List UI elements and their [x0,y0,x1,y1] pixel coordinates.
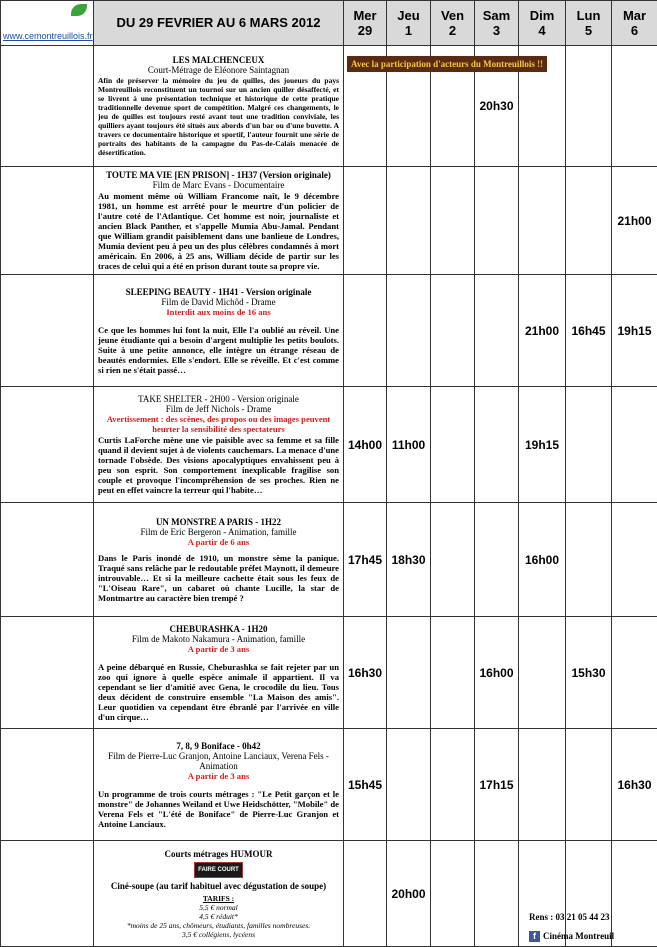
tarif-line: 5,5 € normal [199,902,238,912]
tarif-line: 3,5 € collégiens, lycéens [181,929,256,939]
showtime [612,841,657,947]
day-name: Ven [440,8,465,23]
showtime [344,841,387,947]
film-row [1,503,657,617]
day-col-3 [475,1,519,46]
contact-phone: Rens : 03 21 05 44 23 [529,912,610,922]
showtime: 15h30 [566,617,612,729]
film-synopsis: Au moment même où William Francome naît, le 9 décembre 1981, un homme est arrêté pour le meurtre d'un policier de l'autre coté de l'Atlantique. Cet homme est noir, journaliste et ancien Black Panther, et s'appelle Mumia Abu-Jamal. Pendant que William grandit paisiblement dans une banlieue de Londres, Mumia devient peu à peu un des plus célèbres condamnés à mort américain. En 2006, à 25 ans, William décide de partir sur les traces de celui qui a été en prison durant toute sa propre vie. [98,191,339,271]
film-synopsis: A peine débarqué en Russie, Cheburashka se fait rejeter par un zoo qui ignore à quelle espèce animale il appartient. Il va cependant se lier d'amitié avec Gena, le crocodile du lieu. Tous deux décident de construire ensemble "La Maison des amis". Leur quotidien va cependant être ébranlé par l'arrivée en ville d'un cirque… [98,661,339,722]
film-desc-cell [94,729,344,841]
poster-cell [1,841,94,947]
day-num: 3 [492,23,501,38]
showtime [475,167,519,275]
showtime: 17h15 [475,729,519,841]
showtime [566,503,612,617]
day-col-4 [519,1,566,46]
age-warning: A partir de 3 ans [187,643,250,654]
poster-cell [1,275,94,387]
showtime [612,617,657,729]
poster-cell [1,46,94,167]
showtime: 14h00 [344,387,387,503]
tarif-line: 4,5 € réduit* [199,911,238,921]
showtime: 16h00 [519,503,566,617]
film-subtitle: Film de Makoto Nakamura - Animation, famille [131,633,306,644]
showtime [519,167,566,275]
film-row [1,46,657,167]
film-title: TOUTE MA VIE [EN PRISON] - 1H37 (Version originale) [106,170,331,180]
poster-cell [1,617,94,729]
showtime [431,841,475,947]
showtime [612,387,657,503]
showtime [475,503,519,617]
courts-desc-cell [94,841,344,947]
showtime [344,275,387,387]
film-title: SLEEPING BEAUTY - 1H41 - Version originale [125,286,312,297]
film-subtitle: Film de Marc Evans - Documentaire [152,180,285,190]
showtime [344,167,387,275]
showtime: 20h00 [387,841,431,947]
film-row [1,617,657,729]
age-warning: Interdit aux moins de 16 ans [166,306,271,317]
showtime [431,167,475,275]
showtime: 18h30 [387,503,431,617]
showtime [475,841,519,947]
film-title: 7, 8, 9 Boniface - 0h42 [176,740,261,751]
courts-title: Courts métrages HUMOUR [164,848,273,859]
showtime [519,617,566,729]
site-link[interactable]: www.cemontreuillois.fr [3,31,93,41]
day-name: Lun [576,8,601,23]
showtime: 21h00 [612,167,657,275]
facebook-link[interactable] [529,931,614,942]
showtime: 21h00 [519,275,566,387]
day-col-0 [344,1,387,46]
film-row [1,275,657,387]
poster-cell [1,503,94,617]
film-subtitle: Film de David Michôd - Drame [161,296,276,307]
film-desc-cell [94,617,344,729]
showtime [566,167,612,275]
day-name: Dim [529,8,555,23]
showtime [387,275,431,387]
showtime: 11h00 [387,387,431,503]
poster-cell [1,729,94,841]
age-warning: A partir de 6 ans [187,536,250,547]
showtime: 16h30 [612,729,657,841]
day-col-2 [431,1,475,46]
showtime: 19h15 [519,387,566,503]
day-col-1 [387,1,431,46]
site-cell [1,1,94,46]
film-row [1,167,657,275]
film-synopsis: Ce que les hommes lui font la nuit, Elle l'a oublié au réveil. Une jeune étudiante qui a besoin d'argent multiplie les petits boulots. Suite à une petite annonce, elle intègre un étrange réseau de beautés endormies. Elle s'endort. Elle se réveille. Et c'est comme si rien ne s'était passé… [98,324,339,375]
day-num: 2 [448,23,457,38]
showtime [612,503,657,617]
day-name: Jeu [397,8,420,23]
film-row [1,729,657,841]
date-range: DU 29 FEVRIER AU 6 MARS 2012 [116,15,321,30]
day-num: 5 [584,23,593,38]
tarifs-heading: TARIFS : [202,893,235,903]
film-desc-cell [94,46,344,167]
facebook-label: Cinéma Montreuil [543,931,615,941]
participation-banner: Avec la participation d'acteurs du Montreuillois !! [347,56,547,72]
day-num: 29 [357,23,373,38]
film-subtitle: Film de Pierre-Luc Granjon, Antoine Lanciaux, Verena Fels - Animation [108,750,329,771]
showtime [519,729,566,841]
day-name: Mer [353,8,377,23]
film-subtitle: Film de Jeff Nichols - Drame [165,404,272,414]
film-title: LES MALCHENCEUX [172,55,265,65]
showtime [431,617,475,729]
film-desc-cell [94,387,344,503]
day-num: 4 [538,23,546,38]
showtime [612,46,657,167]
showtime [431,387,475,503]
film-title: TAKE SHELTER - 2H00 - Version originale [138,394,299,404]
showtime [387,617,431,729]
poster-cell [1,167,94,275]
film-desc-cell [94,167,344,275]
day-num: 1 [404,23,413,38]
tarif-line: *moins de 25 ans, chômeurs, étudiants, familles nombreuses. [126,920,311,930]
showtime [475,275,519,387]
showtime: 20h30 [475,46,519,167]
film-synopsis: Un programme de trois courts métrages : "Le Petit garçon et le monstre" de Johannes Weiland et Uwe Heidschötter, "Mobile" de Verena Fels et "L'été de Boniface" de Pierre-Luc Granjon et Antoine Lanciaux. [98,788,339,829]
film-synopsis: Dans le Paris inondé de 1910, un monstre sème la panique. Traqué sans relâche par le redoutable préfet Maynott, il demeure introuvable… Et si la meilleure cachette était sous les feux de "L'Oiseau Rare", un cabaret où chante Lucille, la star de Montmartre au caractère bien trempé ? [98,552,339,603]
showtime: 15h45 [344,729,387,841]
facebook-icon: f [529,931,540,942]
film-synopsis: Curtis LaForche mène une vie paisible avec sa femme et sa fille quand il devient sujet à de violents cauchemars. La menace d'une tornade l'obsède. Des visions apocalyptiques envahissent peu à peu son esprit. Son comportement inexplicable fragilise son couple et provoque l'incompréhension de ses proches. Rien ne peut en effet vaincre la terreur qui l'habite… [98,435,339,495]
content-warning: Avertissement : des scènes, des propos ou des images peuvent heurter la sensibilité des spectateurs [106,414,331,434]
showtime [431,729,475,841]
film-title: UN MONSTRE A PARIS - 1H22 [155,516,282,527]
film-subtitle: Court-Métrage de Eléonore Saintagnan [147,65,290,75]
poster-cell [1,387,94,503]
showtime [387,167,431,275]
film-subtitle: Film de Eric Bergeron - Animation, famille [140,526,297,537]
showtime: 16h45 [566,275,612,387]
showtime [566,46,612,167]
film-synopsis: Afin de préserver la mémoire du jeu de quilles, des joueurs du pays Montreuillois reconstituent un tournoi sur un ancien quiller désaffecté, et se livrent à une présentation technique et historique de cette pratique traditionnelle devenue sport de compétition. Malgré ces changements, le jeu de quilles est toujours resté avant tout une tradition conviviale, les quilliers ayant toujours été situés aux abords d'un bar ou d'une buvette. A travers ce documentaire historique et sportif, l'auteur fournit une série de portraits des habitants de la campagne du Pas-de-Calais menacée de désertification. [98,76,339,157]
film-desc-cell [94,275,344,387]
showtime: 17h45 [344,503,387,617]
age-warning: A partir de 3 ans [187,770,250,781]
cine-soupe-line: Ciné-soupe (au tarif habituel avec dégustation de soupe) [110,880,327,891]
leaf-icon [71,4,87,16]
film-row [1,387,657,503]
showtime [566,729,612,841]
faire-court-logo: FAIRE COURT [194,862,243,878]
film-title: CHEBURASHKA - 1H20 [169,623,268,634]
day-num: 6 [630,23,639,38]
showtime [387,729,431,841]
showtime [431,275,475,387]
showtime [475,387,519,503]
header-row [1,1,657,46]
day-col-5 [566,1,612,46]
day-name: Sam [482,8,511,23]
showtime [566,387,612,503]
film-desc-cell [94,503,344,617]
day-col-6 [612,1,657,46]
date-range-cell [94,1,344,46]
showtime: 16h00 [475,617,519,729]
showtime: 19h15 [612,275,657,387]
showtime: 16h30 [344,617,387,729]
day-name: Mar [622,8,647,23]
showtime [431,503,475,617]
